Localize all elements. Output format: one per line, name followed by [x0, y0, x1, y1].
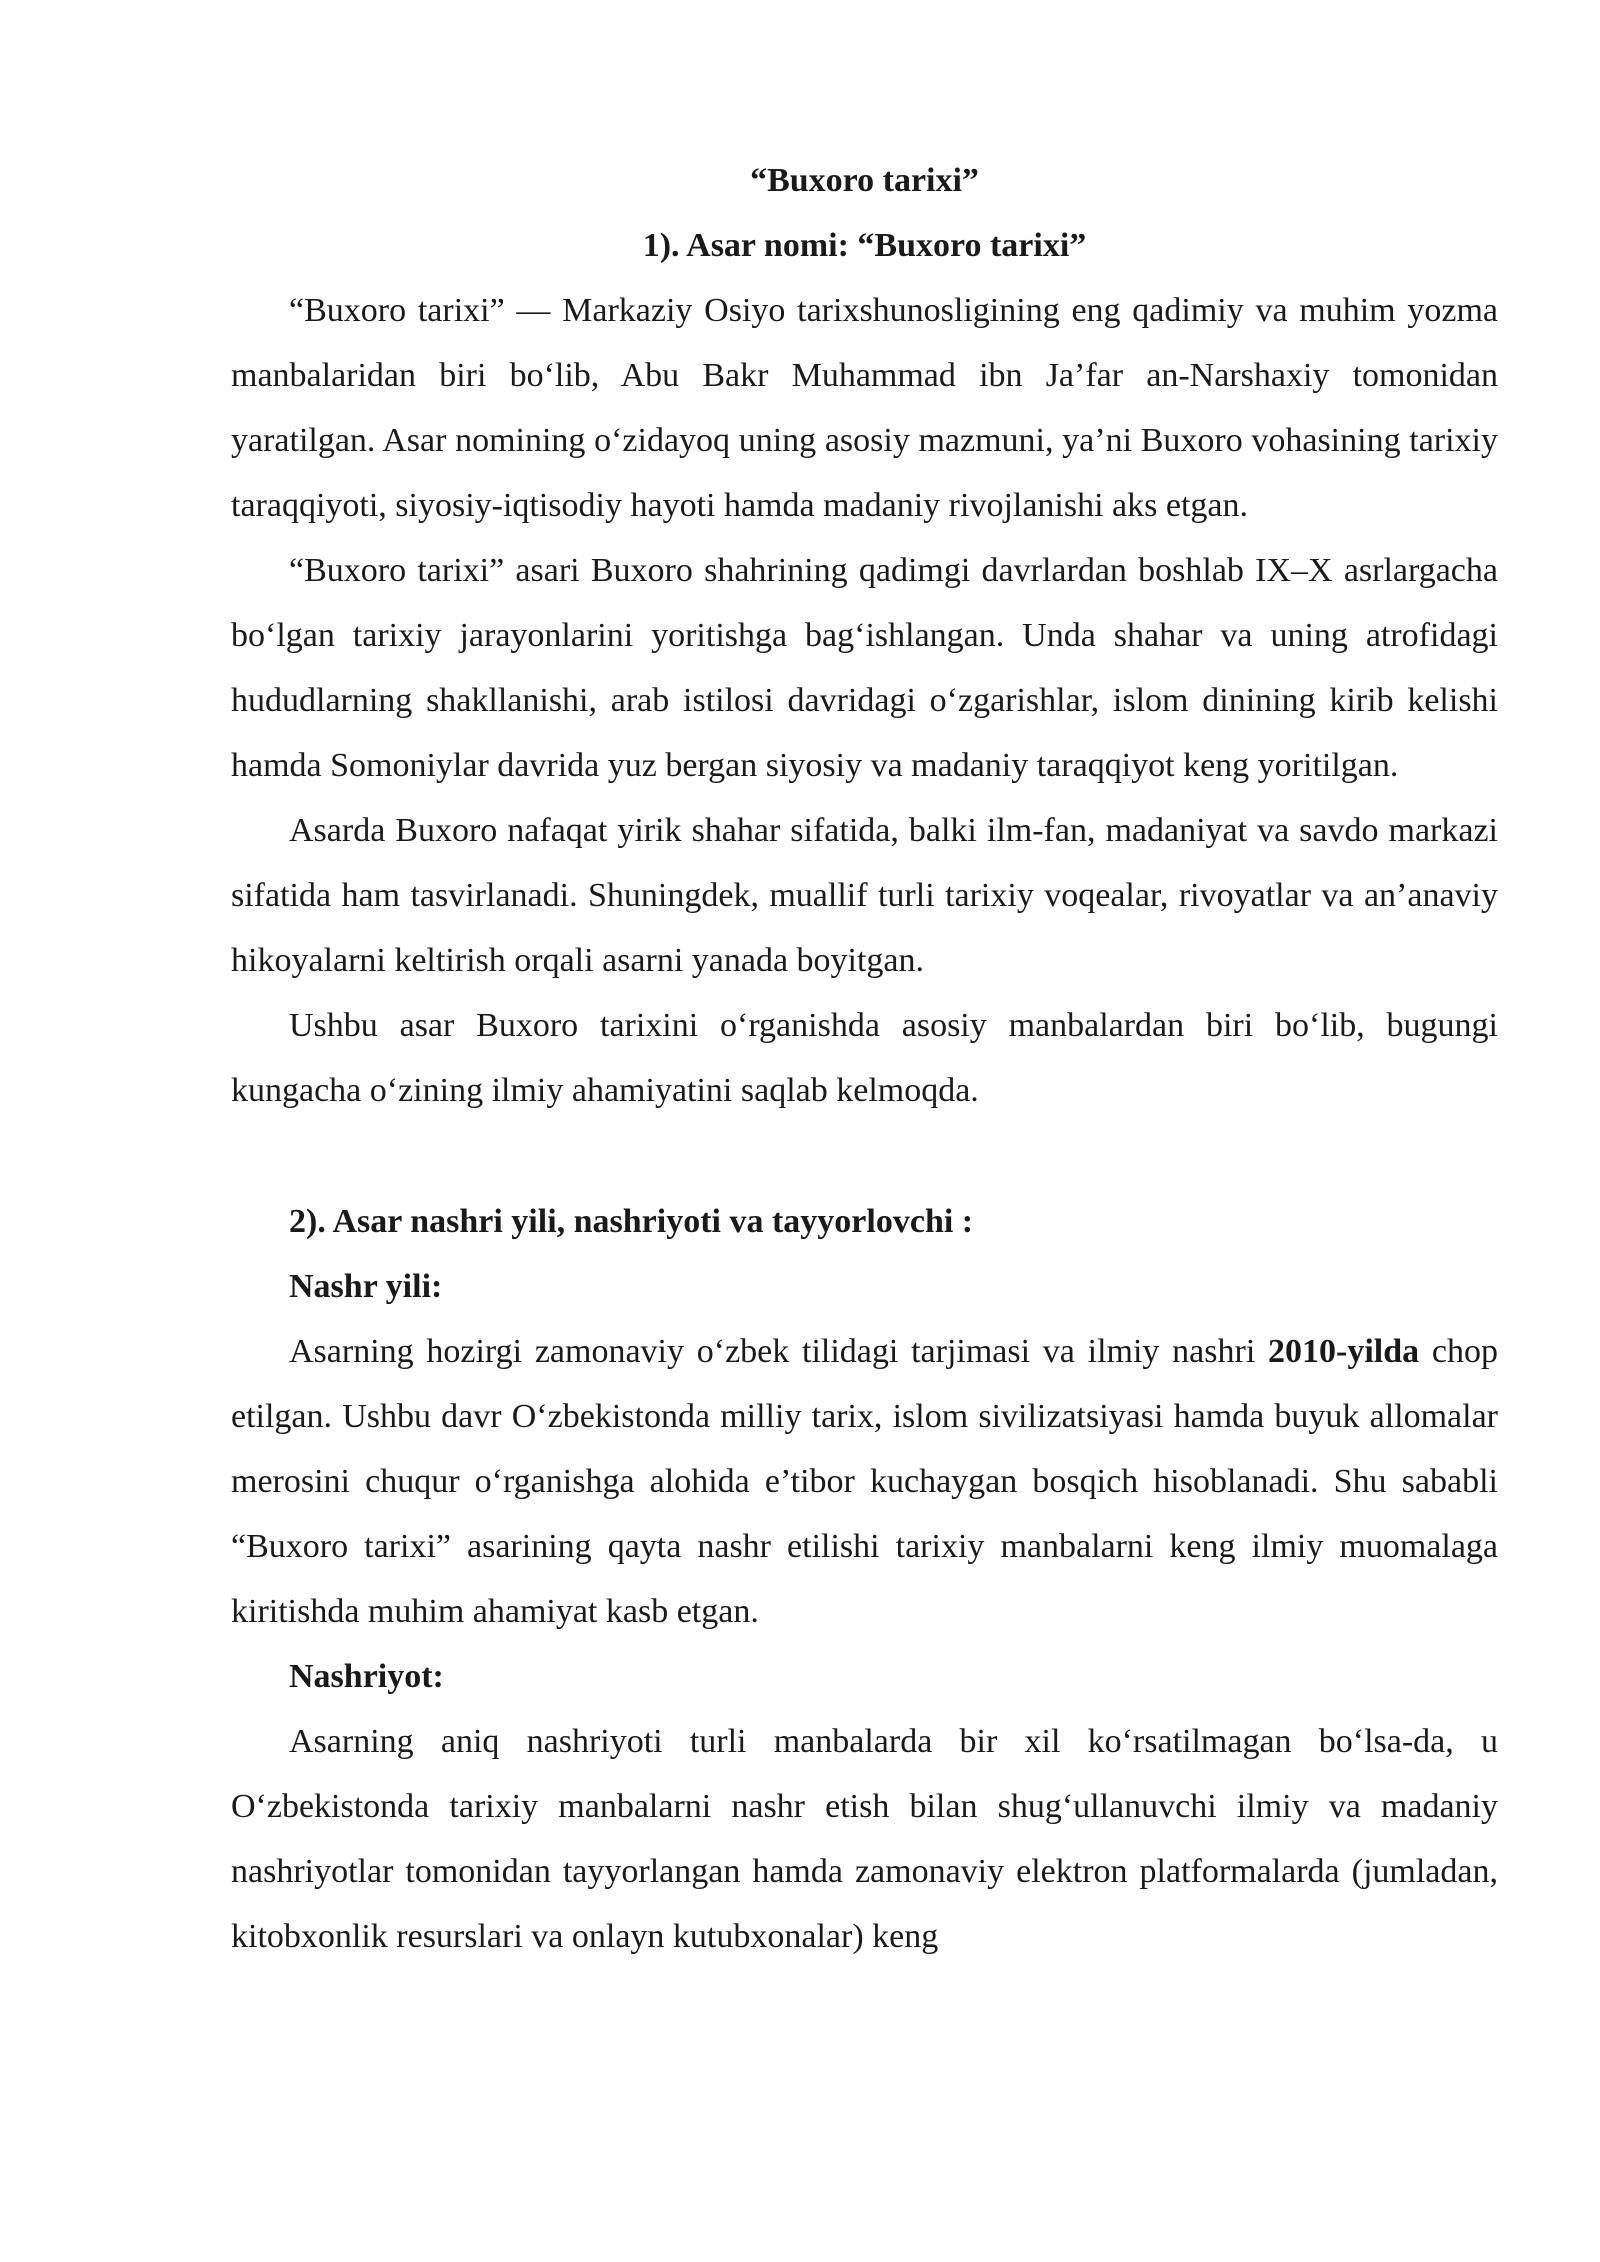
paragraph: Ushbu asar Buxoro tarixini o‘rganishda asosiy manbalardan biri bo‘lib, bugungi kungacha o‘zining ilmiy ahamiyatini saqlab kelmoqda. — [231, 1007, 1498, 1109]
nashriyot-paragraph: Asarning aniq nashriyoti turli manbalarda bir xil ko‘rsatilmagan bo‘lsa-da, u O‘zbekistonda tarixiy manbalarni nashr etish bilan shug‘ullanuvchi ilmiy va madaniy nashriyotlar tomonidan tayyorlangan hamda zamonaviy elektron platformalarda (jumladan, kitobxonlik resurslari va onlayn kutubxonalar) keng — [231, 1723, 1498, 1955]
paragraph: “Buxoro tarixi” — Markaziy Osiyo tarixshunosligining eng qadimiy va muhim yozma manbalaridan biri bo‘lib, Abu Bakr Muhammad ibn Ja’far an-Narshaxiy tomonidan yaratilgan. Asar nomining o‘zidayoq uning asosiy mazmuni, ya’ni Buxoro vohasining tarixiy taraqqiyoti, siyosiy-iqtisodiy hayoti hamda madaniy rivojlanishi aks etgan. — [231, 292, 1498, 524]
nashr-yili-text-after: chop etilgan. Ushbu davr O‘zbekistonda milliy tarix, islom sivilizatsiyasi hamda buyuk allomalar merosini chuqur o‘rganishga alohida e’tibor kuchaygan bosqich hisoblanadi. Shu sababli “Buxoro tarixi” asarining qayta nashr etilishi tarixiy manbalarni keng ilmiy muomalaga kiritishda muhim ahamiyat kasb etgan. — [231, 1333, 1498, 1630]
nashr-yili-paragraph — [231, 1319, 1498, 1644]
nashr-yili-label: Nashr yili: — [289, 1268, 443, 1305]
document-page — [231, 148, 1498, 1969]
paragraph: “Buxoro tarixi” asari Buxoro shahrining qadimgi davrlardan boshlab IX–X asrlargacha bo‘lgan tarixiy jarayonlarini yoritishga bag‘ishlangan. Unda shahar va uning atrofidagi hududlarning shakllanishi, arab istilosi davridagi o‘zgarishlar, islom dinining kirib kelishi hamda Somoniylar davrida yuz bergan siyosiy va madaniy taraqqiyot keng yoritilgan. — [231, 552, 1498, 784]
section1-heading: 1). Asar nomi: “Buxoro tarixi” — [642, 227, 1087, 264]
nashr-yili-text-before: Asarning hozirgi zamonaviy o‘zbek tilidagi tarjimasi va ilmiy nashri — [289, 1333, 1269, 1370]
nashriyot-label: Nashriyot: — [289, 1658, 444, 1695]
document-title: “Buxoro tarixi” — [750, 162, 979, 199]
section2-heading: 2). Asar nashri yili, nashriyoti va tayyorlovchi : — [289, 1203, 974, 1240]
section-spacer — [231, 1123, 1498, 1189]
nashr-yili-year: 2010-yilda — [1268, 1333, 1420, 1370]
paragraph: Asarda Buxoro nafaqat yirik shahar sifatida, balki ilm-fan, madaniyat va savdo markazi sifatida ham tasvirlanadi. Shuningdek, muallif turli tarixiy voqealar, rivoyatlar va an’anaviy hikoyalarni keltirish orqali asarni yanada boyitgan. — [231, 812, 1498, 979]
